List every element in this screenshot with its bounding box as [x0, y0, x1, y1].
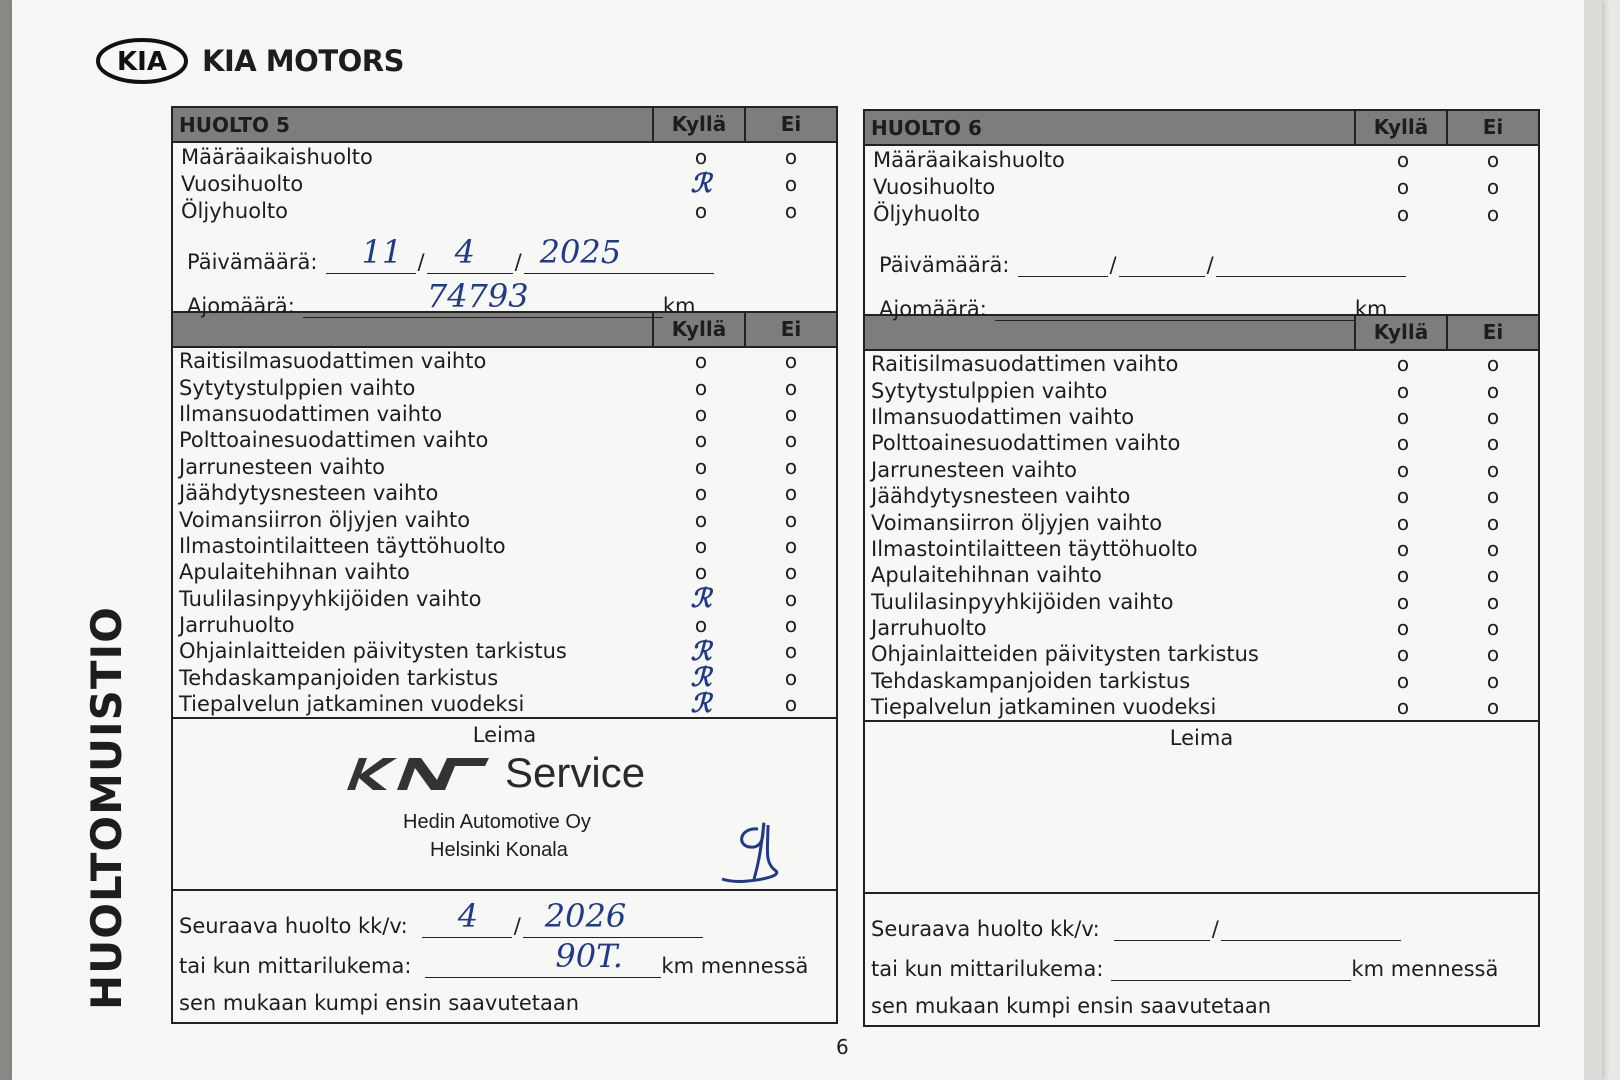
checkmark-icon: ℛ	[690, 689, 712, 720]
no-option[interactable]: o	[1486, 352, 1500, 377]
next-service-label: Seuraava huolto kk/v:	[871, 917, 1100, 942]
date-year-line	[524, 233, 714, 274]
row-label: Ilmastointilaitteen täyttöhuolto	[179, 533, 506, 558]
yes-option[interactable]: o	[1396, 563, 1410, 588]
mileage-field	[879, 294, 1387, 321]
next-month-line	[422, 897, 512, 938]
service-row	[173, 143, 836, 170]
brand-name: KIA MOTORS	[202, 44, 404, 78]
service-title: HUOLTO 5	[179, 112, 290, 137]
yes-option[interactable]: o	[694, 533, 708, 558]
date-label: Päivämäärä:	[879, 253, 1010, 277]
checkmark-icon: ℛ	[690, 583, 712, 614]
side-title: HUOLTOMUISTIO	[82, 606, 131, 1010]
yes-option[interactable]: o	[694, 507, 708, 532]
row-label: Vuosihuolto	[181, 171, 304, 196]
row-label: Polttoainesuodattimen vaihto	[179, 428, 489, 453]
or-when-label: tai kun mittarilukema:	[871, 957, 1104, 982]
svg-text:KIA: KIA	[117, 47, 167, 77]
row-label: Ilmansuodattimen vaihto	[871, 404, 1135, 429]
km-unit: km	[662, 294, 696, 318]
no-option[interactable]: o	[784, 375, 798, 400]
maintenance-row	[865, 430, 1538, 456]
kia-new-logo-icon	[343, 752, 493, 794]
page-number: 6	[836, 1035, 849, 1059]
no-option[interactable]: o	[784, 454, 798, 479]
next-mileage-field	[179, 937, 809, 979]
no-option[interactable]: o	[1486, 589, 1500, 614]
no-option[interactable]: o	[784, 349, 798, 374]
row-label: Tiepalvelun jatkaminen vuodeksi	[871, 695, 1217, 720]
row-label: Öljyhuolto	[873, 201, 981, 226]
yes-option[interactable]: o	[694, 401, 708, 426]
no-option[interactable]: o	[784, 144, 798, 169]
yes-option[interactable]: o	[1396, 510, 1410, 535]
yes-option[interactable]: o	[1396, 378, 1410, 403]
no-option[interactable]: o	[784, 586, 798, 611]
row-label: Sytytystulppien vaihto	[179, 375, 416, 400]
no-column-header: Ei	[744, 108, 836, 141]
yes-option[interactable]: o	[1396, 668, 1410, 693]
maintenance-row	[865, 668, 1538, 694]
dealer-stamp	[343, 749, 645, 797]
km-before-label: km mennessä	[661, 954, 809, 979]
maintenance-row	[865, 351, 1538, 377]
no-option[interactable]: o	[1486, 431, 1500, 456]
service-row	[865, 173, 1538, 200]
next-mileage-line	[1111, 954, 1351, 981]
no-option[interactable]: o	[1486, 510, 1500, 535]
service-header	[865, 111, 1538, 146]
row-label: Jäähdytysnesteen vaihto	[179, 481, 439, 506]
maintenance-row	[865, 457, 1538, 483]
maintenance-row	[865, 615, 1538, 641]
maintenance-header	[865, 316, 1538, 351]
date-month-line	[427, 233, 513, 274]
maintenance-header	[173, 313, 836, 348]
checkmark-icon: ℛ	[690, 662, 712, 693]
maintenance-row	[865, 562, 1538, 588]
date-month-value: 4	[454, 233, 475, 271]
yes-column-header: Kyllä	[1354, 111, 1446, 144]
mileage-label: Ajomäärä:	[187, 294, 295, 318]
date-day-line	[326, 233, 416, 274]
no-option[interactable]: o	[784, 665, 798, 690]
no-option[interactable]: o	[784, 198, 798, 223]
date-month-line	[1119, 250, 1205, 277]
yes-option[interactable]: o	[694, 428, 708, 453]
no-option[interactable]: o	[1486, 404, 1500, 429]
row-label: Ilmastointilaitteen täyttöhuolto	[871, 536, 1198, 561]
date-day-line	[1018, 250, 1108, 277]
row-label: Ohjainlaitteiden päivitysten tarkistus	[179, 639, 567, 664]
maintenance-row	[865, 536, 1538, 562]
maintenance-row	[173, 427, 836, 453]
maintenance-row	[173, 506, 836, 532]
yes-option[interactable]: o	[1396, 201, 1410, 226]
no-option[interactable]: o	[1486, 174, 1500, 199]
yes-option[interactable]: o	[1396, 404, 1410, 429]
km-before-label: km mennessä	[1351, 957, 1499, 982]
yes-option[interactable]	[656, 584, 746, 614]
row-label: Voimansiirron öljyjen vaihto	[179, 507, 471, 532]
yes-option[interactable]: o	[1396, 589, 1410, 614]
row-label: Öljyhuolto	[181, 198, 289, 223]
yes-column-header: Kyllä	[652, 108, 744, 141]
no-option[interactable]: o	[784, 613, 798, 638]
checkmark-icon: ℛ	[690, 168, 712, 199]
checkmark-icon: ℛ	[690, 636, 712, 667]
row-label: Raitisilmasuodattimen vaihto	[871, 352, 1179, 377]
service-row	[173, 170, 836, 197]
row-label: Vuosihuolto	[873, 174, 996, 199]
or-when-label: tai kun mittarilukema:	[179, 954, 412, 979]
row-label: Jarruhuolto	[871, 616, 987, 641]
maintenance-list	[173, 348, 836, 719]
row-label: Tehdaskampanjoiden tarkistus	[871, 668, 1191, 693]
row-label: Määräaikaishuolto	[181, 144, 373, 169]
maintenance-row	[865, 589, 1538, 615]
row-label: Jarruhuolto	[179, 613, 295, 638]
stamp-label: Leima	[1169, 726, 1234, 751]
service-row	[173, 197, 836, 224]
next-year-value: 2026	[544, 897, 627, 936]
service-row	[865, 146, 1538, 173]
yes-option[interactable]: o	[694, 613, 708, 638]
stamp-area	[173, 719, 836, 891]
maintenance-row	[865, 694, 1538, 720]
next-service-label: Seuraava huolto kk/v:	[179, 914, 408, 939]
date-day-value: 11	[361, 233, 403, 271]
row-label: Apulaitehihnan vaihto	[179, 560, 410, 585]
mileage-line	[303, 277, 663, 318]
yes-option[interactable]: o	[694, 198, 708, 223]
page-edge	[1584, 0, 1602, 1080]
maintenance-row	[865, 404, 1538, 430]
yes-option[interactable]	[656, 169, 746, 199]
basic-service-section	[173, 143, 836, 318]
no-option[interactable]: o	[784, 560, 798, 585]
mileage-value: 74793	[426, 277, 529, 315]
yes-option[interactable]: o	[1396, 431, 1410, 456]
maintenance-row	[173, 636, 836, 667]
row-label: Raitisilmasuodattimen vaihto	[179, 349, 487, 374]
stamp-label: Leima	[472, 723, 537, 748]
yes-option[interactable]: o	[1396, 352, 1410, 377]
no-option[interactable]: o	[1486, 668, 1500, 693]
maintenance-row	[173, 480, 836, 506]
no-option[interactable]: o	[1486, 147, 1500, 172]
yes-option[interactable]: o	[1396, 174, 1410, 199]
maintenance-list	[865, 351, 1538, 722]
next-mileage-line	[425, 937, 661, 978]
next-mileage-field	[871, 954, 1498, 981]
yes-option[interactable]: o	[694, 375, 708, 400]
yes-option[interactable]: o	[1396, 457, 1410, 482]
date-label: Päivämäärä:	[187, 250, 318, 274]
no-option[interactable]: o	[1486, 695, 1500, 720]
maintenance-row	[173, 583, 836, 614]
no-option[interactable]: o	[784, 428, 798, 453]
row-label: Tiepalvelun jatkaminen vuodeksi	[179, 692, 525, 717]
no-column-header: Ei	[1446, 316, 1538, 349]
no-option[interactable]: o	[784, 481, 798, 506]
no-option[interactable]: o	[1486, 642, 1500, 667]
no-option[interactable]: o	[1486, 484, 1500, 509]
row-label: Ilmansuodattimen vaihto	[179, 401, 443, 426]
signature-icon	[718, 819, 798, 889]
service-row	[865, 200, 1538, 227]
yes-option[interactable]: o	[1396, 642, 1410, 667]
row-label: Sytytystulppien vaihto	[871, 378, 1108, 403]
row-label: Jarrunesteen vaihto	[179, 454, 386, 479]
row-label: Tuulilasinpyyhkijöiden vaihto	[179, 586, 482, 611]
row-label: Tuulilasinpyyhkijöiden vaihto	[871, 589, 1174, 614]
maintenance-row	[865, 483, 1538, 509]
row-label: Voimansiirron öljyjen vaihto	[871, 510, 1163, 535]
maintenance-row	[173, 559, 836, 585]
next-date-field: Seuraava huolto kk/v: 4 / 2026	[179, 911, 703, 938]
row-label: Tehdaskampanjoiden tarkistus	[179, 665, 499, 690]
date-year-value: 2025	[539, 233, 622, 271]
service-card-5	[171, 106, 838, 1024]
whichever-text: sen mukaan kumpi ensin saavutetaan	[871, 994, 1272, 1019]
yes-option[interactable]: o	[694, 349, 708, 374]
no-option[interactable]: o	[1486, 616, 1500, 641]
next-year-line	[1221, 914, 1401, 941]
kia-logo-icon	[96, 38, 188, 84]
next-service-section	[865, 894, 1538, 1029]
next-date-field: Seuraava huolto kk/v: /	[871, 914, 1401, 941]
yes-column-header: Kyllä	[652, 313, 744, 346]
row-label: Polttoainesuodattimen vaihto	[871, 431, 1181, 456]
date-field: Päivämäärä: / /	[879, 250, 1406, 277]
maintenance-row	[173, 401, 836, 427]
maintenance-row	[173, 374, 836, 400]
mileage-line	[995, 294, 1355, 321]
yes-option[interactable]: o	[694, 560, 708, 585]
next-month-line	[1114, 914, 1210, 941]
maintenance-row	[865, 509, 1538, 535]
maintenance-row	[173, 612, 836, 638]
yes-option[interactable]: o	[694, 481, 708, 506]
stamp-service-text: Service	[505, 749, 646, 797]
date-field: Päivämäärä: 11 / 4 / 2025	[187, 247, 714, 274]
no-option[interactable]: o	[1486, 536, 1500, 561]
brand-header	[96, 38, 404, 84]
no-column-header: Ei	[744, 313, 836, 346]
date-year-line	[1216, 250, 1406, 277]
service-card-6	[863, 109, 1540, 1027]
yes-column-header: Kyllä	[1354, 316, 1446, 349]
no-option[interactable]: o	[784, 692, 798, 717]
no-option[interactable]: o	[1486, 201, 1500, 226]
yes-option[interactable]: o	[694, 454, 708, 479]
service-header	[173, 108, 836, 143]
no-option[interactable]: o	[1486, 457, 1500, 482]
row-label: Jarrunesteen vaihto	[871, 457, 1078, 482]
maintenance-row	[173, 662, 836, 693]
stamp-area	[865, 722, 1538, 894]
row-label: Määräaikaishuolto	[873, 147, 1065, 172]
yes-option[interactable]: o	[1396, 695, 1410, 720]
yes-option[interactable]: o	[1396, 536, 1410, 561]
maintenance-row	[173, 689, 836, 720]
no-option[interactable]: o	[784, 401, 798, 426]
next-mileage-value: 90T.	[555, 937, 623, 976]
yes-option[interactable]	[656, 689, 746, 719]
no-column-header: Ei	[1446, 111, 1538, 144]
stamp-company: Hedin Automotive Oy	[403, 811, 591, 834]
row-label: Apulaitehihnan vaihto	[871, 563, 1102, 588]
no-option[interactable]: o	[784, 533, 798, 558]
page-edge-shadow	[0, 0, 12, 1080]
maintenance-row	[173, 348, 836, 374]
stamp-location: Helsinki Konala	[430, 839, 568, 862]
basic-service-section	[865, 146, 1538, 321]
no-option[interactable]: o	[1486, 378, 1500, 403]
whichever-text: sen mukaan kumpi ensin saavutetaan	[179, 991, 580, 1016]
row-label: Ohjainlaitteiden päivitysten tarkistus	[871, 642, 1259, 667]
next-month-value: 4	[457, 897, 479, 936]
km-unit: km	[1354, 297, 1388, 321]
mileage-field	[187, 277, 696, 318]
yes-option[interactable]: o	[1396, 616, 1410, 641]
maintenance-row	[865, 377, 1538, 403]
no-option[interactable]: o	[784, 639, 798, 664]
no-option[interactable]: o	[1486, 563, 1500, 588]
yes-option[interactable]: o	[1396, 484, 1410, 509]
no-option[interactable]: o	[784, 507, 798, 532]
next-service-section	[173, 891, 836, 1026]
maintenance-row	[173, 454, 836, 480]
no-option[interactable]: o	[784, 171, 798, 196]
yes-option[interactable]: o	[1396, 147, 1410, 172]
maintenance-row	[173, 533, 836, 559]
mileage-label: Ajomäärä:	[879, 297, 987, 321]
maintenance-row	[865, 641, 1538, 667]
service-title: HUOLTO 6	[871, 115, 982, 140]
next-year-line	[523, 897, 703, 938]
row-label: Jäähdytysnesteen vaihto	[871, 484, 1131, 509]
yes-option[interactable]: o	[694, 144, 708, 169]
